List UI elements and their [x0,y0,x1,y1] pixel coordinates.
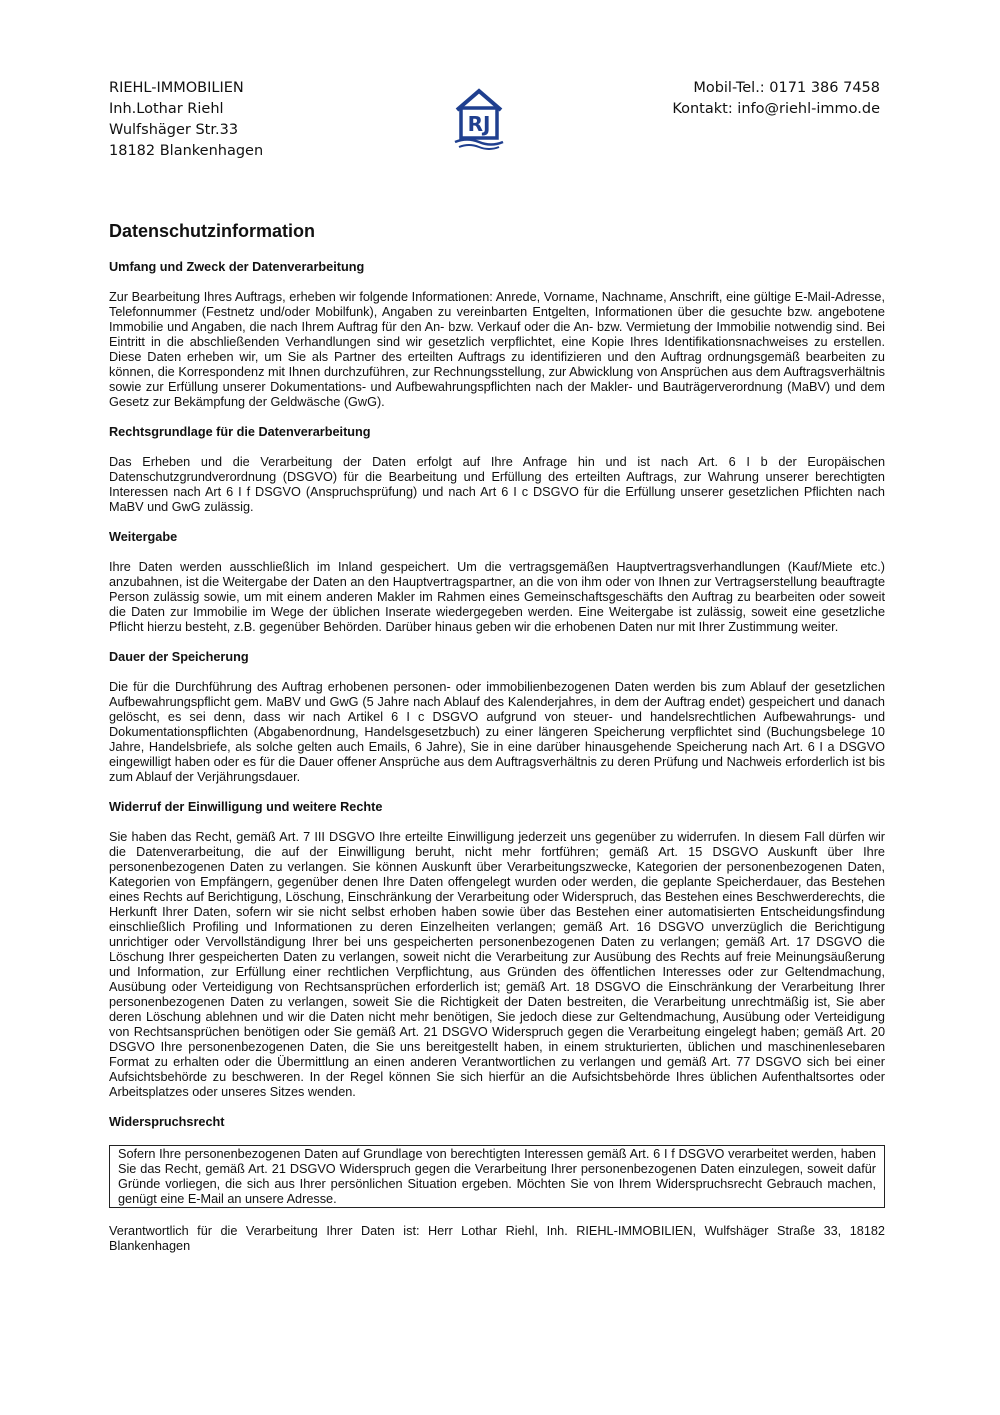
company-name: RIEHL-IMMOBILIEN [109,80,244,96]
section-heading: Widerruf der Einwilligung und weitere Rechte [109,800,383,814]
street: Wulfshäger Str.33 [109,122,239,138]
letterhead [109,78,880,168]
section-body: Zur Bearbeitung Ihres Auftrags, erheben wir folgende Informationen: Anrede, Vorname, Nachname, Anschrift, eine gültige E-Mail-Adresse, Telefonnummer (Festnetz und/oder Mobilfunk), Angaben zu vereinbarten Entgelten, Informationen über die gesuchte bzw. angebotene Immobilie und Angaben, die nach Ihrem Auftrag für den An- bzw. Verkauf oder die An- bzw. Vermietung der Immobilie notwendig sind. Bei Eintritt in die abschließenden Verhandlungen sind wir gesetzlich verpflichtet, eine Kopie Ihres Identifikationsnachweises zu erstellen. Diese Daten erheben wir, um Sie als Partner des erteilten Auftrags zu identifizieren und den Auftrag ordnungsgemäß bearbeiten zu können, die Korrespondenz mit Ihnen durchzuführen, zur Rechnungsstellung, zur Abwicklung von Ansprüchen aus dem Auftragsverhältnis sowie zur Erfüllung unserer Dokumentations- und Aufbewahrungspflichten nach der Makler- und Bauträgerverordnung (MaBV) und dem Gesetz zur Bekämpfung der Geldwäsche (GwG). [109,290,885,409]
section-body: Die für die Durchführung des Auftrag erhobenen personen- oder immobilienbezogenen Daten werden bis zum Ablauf der gesetzlichen Aufbewahrungspflicht gem. MaBV und GwG (5 Jahre nach Ablauf des Kalenderjahres, in dem der Auftrag endet) gespeichert und danach gelöscht, es sei denn, dass wir nach Artikel 6 I c DSGVO aufgrund von steuer- und handelsrechtlichen Aufbewahrungs- und Dokumentationspflichten (Abgabenordnung, Handelsgesetzbuch) zu einer längeren Speicherung verpflichtet sind (Buchungsbelege 10 Jahre, Handelsbriefe, als solche gelten auch Emails, 6 Jahre), Sie in eine darüber hinausgehende Speicherung nach Art. 6 I a DSGVO eingewilligt haben oder es für die Dauer offener Ansprüche aus dem Auftragsverhältnis zu deren Prüfung und Nachweis erforderlich ist bis zum Ablauf der Verjährungsdauer. [109,680,885,784]
svg-text:RJ: RJ [467,112,491,136]
section-heading: Widerspruchsrecht [109,1115,225,1129]
contact-info [672,78,880,120]
sender-address [109,78,263,162]
city: 18182 Blankenhagen [109,143,264,159]
document-body [109,219,885,1269]
section-heading: Weitergabe [109,530,178,544]
footer-responsible: Verantwortlich für die Verarbeitung Ihrer Daten ist: Herr Lothar Riehl, Inh. RIEHL-IMMOBILIEN, Wulfshäger Straße 33, 18182 Blankenhagen [109,1224,885,1253]
owner-name: Inh.Lothar Riehl [109,101,224,117]
phone: Mobil-Tel.: 0171 386 7458 [693,80,880,96]
document-title: Datenschutzinformation [109,221,316,241]
objection-box [109,1145,885,1208]
section-body: Sofern Ihre personenbezogenen Daten auf Grundlage von berechtigten Interessen gemäß Art. 6 I f DSGVO verarbeitet werden, haben Sie das Recht, gemäß Art. 21 DSGVO Widerspruch gegen die Verarbeitung Ihrer personenbezogenen Daten einzulegen, soweit dafür Gründe vorliegen, die sich aus Ihrer persönlichen Situation ergeben. Möchten Sie von Ihrem Widerspruchsrecht Gebrauch machen, genügt eine E-Mail an unsere Adresse. [118,1147,876,1206]
section-heading: Dauer der Speicherung [109,650,249,664]
section-body: Ihre Daten werden ausschließlich im Inland gespeichert. Um die vertragsgemäßen Hauptvertragsverhandlungen (Kauf/Miete etc.) anzubahnen, ist die Weitergabe der Daten an den Hauptvertragspartner, an die von ihm oder von Ihnen zur Vertragserstellung beauftragte Person zulässig sowie, um mit einem anderen Makler im Rahmen eines Gemeinschaftsgeschäfts den Auftrag zu bearbeiten oder soweit die Daten zur Immobilie im Wege der üblichen Inserate wiedergegeben werden. Eine Weitergabe ist zulässig, soweit eine gesetzliche Pflicht hierzu besteht, z.B. gegenüber Behörden. Darüber hinaus geben wir die erhobenen Daten nur mit Ihrer Zustimmung weiter. [109,560,885,634]
section-heading: Umfang und Zweck der Datenverarbeitung [109,260,365,274]
section-heading: Rechtsgrundlage für die Datenverarbeitung [109,425,371,439]
house-logo-icon [453,86,505,150]
section-body: Das Erheben und die Verarbeitung der Daten erfolgt auf Ihre Anfrage hin und ist nach Art. 6 I b der Europäischen Datenschutzgrundverordnung (DSGVO) für die Bearbeitung und Erfüllung des erteilten Auftrags, zur Wahrung unserer berechtigten Interessen nach Art 6 I f DSGVO (Anspruchsprüfung) und nach Art 6 I c DSGVO für die Erfüllung unserer gesetzlichen Pflichten nach MaBV und GwG zulässig. [109,455,885,514]
section-body: Sie haben das Recht, gemäß Art. 7 III DSGVO Ihre erteilte Einwilligung jederzeit uns gegenüber zu widerrufen. In diesem Fall dürfen wir die Datenverarbeitung, die auf der Einwilligung beruht, nicht mehr fortführen; gemäß Art. 15 DSGVO Auskunft über Ihre personenbezogenen Daten zu verlangen. Sie können Auskunft über Verarbeitungszwecke, Kategorien der personenbezogenen Daten, Kategorien von Empfängern, gegenüber denen Ihre Daten offengelegt wurden oder werden, die geplante Speicherdauer, das Bestehen eines Rechts auf Berichtigung, Löschung, Einschränkung der Verarbeitung oder Widerspruch, das Bestehen eines Beschwerderechts, die Herkunft Ihrer Daten, sofern wir sie nicht selbst erhoben haben sowie über das Bestehen einer automatisierten Entscheidungsfindung einschließlich Profiling und Informationen zu deren Einzelheiten verlangen; gemäß Art. 16 DSGVO unverzüglich die Berichtigung unrichtiger oder Vervollständigung Ihrer bei uns gespeicherten personenbezogenen Daten zu verlangen; gemäß Art. 17 DSGVO die Löschung Ihrer gespeicherten Daten zu verlangen, soweit nicht die Verarbeitung zur Ausübung des Rechts auf freie Meinungsäußerung und Information, zur Erfüllung einer rechtlichen Verpflichtung, aus Gründen des öffentlichen Interesses oder zur Geltendmachung, Ausübung oder Verteidigung von Rechtsansprüchen erforderlich ist; gemäß Art. 18 DSGVO die Einschränkung der Verarbeitung Ihrer personenbezogenen Daten zu verlangen, soweit Sie die Richtigkeit der Daten bestreiten, die Verarbeitung unrechtmäßig ist, Sie aber deren Löschung ablehnen und wir die Daten nicht mehr benötigen, Sie jedoch diese zur Geltendmachung, Ausübung oder Verteidigung von Rechtsansprüchen benötigen oder Sie gemäß Art. 21 DSGVO Widerspruch gegen die Verarbeitung eingelegt haben; gemäß Art. 20 DSGVO Ihre personenbezogenen Daten, die Sie uns bereitgestellt haben, in einem strukturierten, üblichen und maschinenlesebaren Format zu erhalten oder die Übermittlung an einen anderen Verantwortlichen zu verlangen und gemäß Art. 77 DSGVO sich bei einer Aufsichtsbehörde zu beschweren. In der Regel können Sie sich hierfür an die Aufsichtsbehörde Ihres üblichen Aufenthaltsortes oder Arbeitsplatzes oder unseres Sitzes wenden. [109,830,885,1099]
email: Kontakt: info@riehl-immo.de [672,101,880,117]
